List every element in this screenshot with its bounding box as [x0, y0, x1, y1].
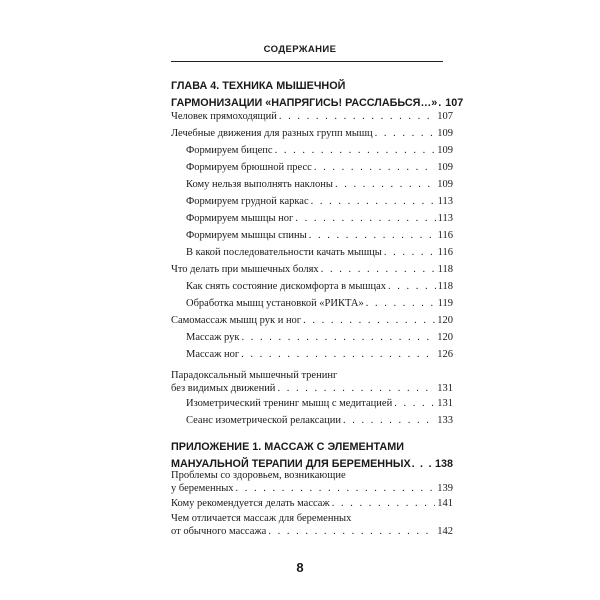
toc-entry-page: 109 [437, 128, 453, 140]
toc-entry-page: 120 [437, 332, 453, 344]
toc-entry-page: 133 [437, 415, 453, 427]
leader-dots [394, 397, 435, 410]
toc-entry[interactable] [186, 195, 453, 208]
toc-entry-page: 131 [437, 398, 453, 410]
toc-entry-page: 116 [437, 247, 453, 259]
toc-entry-page: 141 [437, 497, 453, 509]
toc-entry-title: Формируем бицепс [186, 145, 273, 157]
toc-entry-page: 119 [437, 298, 453, 310]
toc-entry-title-line1: Проблемы со здоровьем, возникающие [171, 470, 346, 482]
toc-entry-page: 116 [437, 230, 453, 242]
toc-entry-page: 109 [437, 145, 453, 157]
toc-entry-title: Как снять состояние дискомфорта в мышцах [186, 281, 386, 293]
toc-entry-page: 142 [437, 526, 453, 537]
toc-entry[interactable] [186, 246, 453, 259]
leader-dots [236, 482, 436, 495]
toc-entry-page: 113 [437, 213, 453, 225]
toc-entry-title: Массаж ног [186, 349, 240, 361]
toc-entry[interactable] [171, 497, 453, 510]
toc-entry-page: 139 [437, 483, 453, 495]
toc-entry-title: Человек прямоходящий [171, 111, 277, 123]
toc-entry-title: Изометрический тренинг мышц с медитацией [186, 398, 393, 410]
appendix-1-page: 138 [434, 457, 453, 470]
toc-entry-title: Что делать при мышечных болях [171, 264, 319, 276]
leader-dots [314, 161, 435, 174]
toc-entry[interactable] [186, 297, 453, 310]
appendix-1-title-line1: ПРИЛОЖЕНИЕ 1. МАССАЖ С ЭЛЕМЕНТАМИ [171, 440, 404, 453]
toc-entry-title: Обработка мышц установкой «РИКТА» [186, 298, 364, 310]
leader-dots [311, 195, 436, 208]
chapter-4-page: 107 [445, 97, 464, 109]
toc-entry-title: от обычного массажа [171, 526, 267, 537]
leader-dots [375, 127, 436, 140]
toc-entry[interactable] [171, 314, 453, 327]
running-head: СОДЕРЖАНИЕ [263, 44, 337, 55]
appendix-1-heading[interactable] [171, 439, 453, 473]
toc-entry-page: 113 [437, 196, 453, 208]
leader-dots [295, 212, 435, 225]
leader-dots [241, 331, 435, 344]
leader-dots [279, 110, 435, 123]
toc-entry[interactable] [186, 229, 453, 242]
leader-dots [335, 178, 435, 191]
toc-entry-page: 107 [437, 111, 453, 123]
toc-entry-page: 118 [437, 264, 453, 276]
toc-entry-page: 120 [437, 315, 453, 327]
toc-entry[interactable] [186, 414, 453, 427]
toc-entry-title: Кому рекомендуется делать массаж [171, 497, 330, 509]
toc-entry-title: Самомассаж мышц рук и ног [171, 315, 302, 327]
toc-entry-title-line1: Чем отличается массаж для беременных [171, 513, 352, 524]
toc-entry-title: В какой последовательности качать мышцы [186, 247, 382, 259]
toc-entry[interactable] [186, 348, 453, 361]
toc-entry[interactable] [186, 161, 453, 174]
toc-entry[interactable] [171, 469, 453, 495]
toc-entry-title: Формируем брюшной пресс [186, 162, 312, 174]
toc-entry-title: Формируем грудной каркас [186, 196, 309, 208]
leader-dots [303, 314, 435, 327]
leader-dots [388, 280, 436, 293]
header-rule [171, 61, 443, 62]
chapter-4-title-line2: ГАРМОНИЗАЦИИ «НАПРЯГИСЬ! РАССЛАБЬСЯ…» [171, 97, 438, 109]
toc-entry[interactable] [171, 127, 453, 140]
toc-entry-title: Сеанс изометрической [186, 415, 288, 427]
toc-entry-page: 118 [437, 281, 453, 293]
chapter-4-heading[interactable] [171, 78, 464, 112]
toc-entry-title: без видимых движений [171, 382, 276, 394]
toc-entry[interactable] [171, 369, 453, 395]
toc-entry[interactable] [186, 331, 453, 344]
toc-entry[interactable] [186, 178, 453, 191]
toc-entry[interactable] [186, 280, 453, 293]
toc-entry[interactable] [171, 263, 453, 276]
toc-entry[interactable] [171, 110, 453, 123]
leader-dots [268, 525, 435, 538]
leader-dots [241, 348, 435, 361]
toc-entry-title: Формируем мышцы спины [186, 230, 307, 242]
leader-dots [275, 144, 436, 157]
toc-entry-page: 126 [437, 349, 453, 361]
leader-dots [343, 414, 435, 427]
toc-entry-title: у беременных [171, 483, 234, 495]
page-number: 8 [296, 560, 304, 575]
appendix-1-title-line2: МАНУАЛЬНОЙ ТЕРАПИИ ДЛЯ БЕРЕМЕННЫХ [171, 457, 411, 470]
toc-entry-page: 131 [437, 382, 453, 394]
leader-dots [277, 382, 435, 395]
toc-entry-page: 109 [437, 179, 453, 191]
leader-dots [309, 229, 436, 242]
toc-entry[interactable] [186, 397, 453, 410]
chapter-4-title-line1: ГЛАВА 4. ТЕХНИКА МЫШЕЧНОЙ [171, 80, 346, 92]
toc-entry-title: Формируем мышцы ног [186, 213, 294, 225]
toc-entry-page: 109 [437, 162, 453, 174]
leader-dots [366, 297, 436, 310]
toc-entry[interactable] [171, 512, 453, 538]
leader-dots [332, 497, 436, 510]
toc-entry-title: Массаж рук [186, 332, 240, 344]
toc-entry-title: Лечебные движения для разных групп мышц [171, 128, 373, 140]
toc-entry-title-line1: Парадоксальный мышечный тренинг [171, 369, 338, 381]
toc-entry-title: Кому нельзя выполнять наклоны [186, 179, 333, 191]
toc-entry[interactable] [186, 212, 453, 225]
leader-dots [321, 263, 436, 276]
toc-entry[interactable] [186, 144, 453, 157]
toc-entry-title: релаксации [290, 415, 342, 427]
leader-dots [384, 246, 436, 259]
